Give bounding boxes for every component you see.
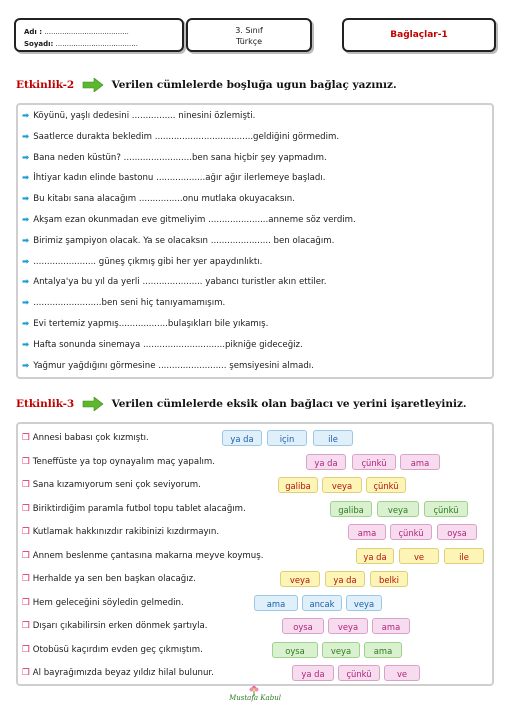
blue-arrow-bullet-icon: ➡	[22, 235, 30, 246]
pink-checkbox-bullet-icon: ❒	[22, 644, 30, 655]
fill-blank-sentence[interactable]	[22, 193, 295, 205]
blue-arrow-bullet-icon: ➡	[22, 360, 30, 371]
blue-arrow-bullet-icon: ➡	[22, 298, 30, 309]
conjunction-option[interactable]: belki	[370, 571, 408, 587]
pink-checkbox-bullet-icon: ❒	[22, 503, 30, 514]
sentence-text: Evi tertemiz yapmış..................bulaşıkları bile yıkamış.	[33, 319, 269, 329]
sentence-text: Annesi babası çok kızmıştı.	[32, 433, 149, 443]
pink-checkbox-bullet-icon: ❒	[22, 550, 30, 561]
conjunction-sentence	[22, 642, 203, 658]
conjunction-sentence	[22, 477, 201, 493]
conjunction-option[interactable]: ile	[313, 430, 353, 446]
conjunction-option[interactable]: için	[267, 430, 307, 446]
sentence-text: Akşam ezan okunmadan eve gitmeliyim ......................anneme söz verdim.	[33, 215, 356, 225]
conjunction-option[interactable]: çünkü	[390, 524, 432, 540]
conjunction-option[interactable]: oysa	[272, 642, 318, 658]
conjunction-sentence	[22, 501, 246, 517]
sentence-text: Hem geleceğini söyledin gelmedin.	[32, 597, 184, 608]
activity2-instruction: Verilen cümlelerde boşluğa ugun bağlaç yazınız.	[111, 79, 397, 91]
green-arrow-right-icon	[82, 397, 104, 411]
sentence-text: Antalya'ya bu yıl da yerli ...................... yabancı turistler akın ettiler.	[33, 277, 327, 288]
subject-label: Türkçe	[235, 37, 263, 46]
conjunction-option[interactable]: çünkü	[338, 665, 380, 681]
conjunction-option[interactable]: ve	[384, 665, 420, 681]
sentence-text: Biriktirdiğim paramla futbol topu tablet alacağım.	[32, 503, 246, 514]
fill-blank-sentence[interactable]	[22, 235, 334, 247]
conjunction-option[interactable]: veya	[377, 501, 419, 517]
grade-subject-box	[186, 18, 312, 52]
pink-checkbox-bullet-icon: ❒	[22, 621, 30, 631]
conjunction-option[interactable]: galiba	[278, 477, 318, 493]
blue-arrow-bullet-icon: ➡	[22, 215, 30, 225]
conjunction-sentence	[22, 665, 214, 681]
grade-label: 3. Sınıf	[235, 26, 263, 35]
sentence-text: Herhalde ya sen ben başkan olacağız.	[32, 574, 196, 584]
conjunction-option[interactable]: ama	[254, 595, 298, 611]
fill-blank-sentence[interactable]	[22, 152, 327, 164]
blue-arrow-bullet-icon: ➡	[22, 194, 30, 205]
conjunction-option[interactable]: ya da	[356, 548, 394, 564]
conjunction-option[interactable]: ya da	[222, 430, 262, 446]
sentence-text: Saatlerce durakta bekledim ....................................geldiğini görmedim.	[33, 131, 340, 142]
fill-blank-sentence[interactable]	[22, 110, 255, 122]
conjunction-option[interactable]: çünkü	[366, 477, 406, 493]
conjunction-option[interactable]: ile	[444, 548, 484, 564]
conjunction-option[interactable]: çünkü	[352, 454, 396, 470]
conjunction-option[interactable]: veya	[280, 571, 320, 587]
sentence-text: Yağmur yağdığını görmesine ......................... şemsiyesini almadı.	[33, 360, 314, 371]
blue-arrow-bullet-icon: ➡	[22, 256, 30, 267]
fill-blank-sentence[interactable]	[22, 256, 262, 268]
fill-blank-sentence[interactable]	[22, 360, 314, 372]
blue-arrow-bullet-icon: ➡	[22, 277, 30, 288]
green-arrow-right-icon	[82, 78, 104, 92]
sentence-text: Bana neden küstün? .........................ben sana hiçbir şey yapmadım.	[33, 152, 327, 163]
conjunction-option[interactable]: veya	[322, 642, 360, 658]
pink-checkbox-bullet-icon: ❒	[22, 480, 30, 490]
pink-checkbox-bullet-icon: ❒	[22, 527, 30, 537]
sentence-text: Otobüsü kaçırdım evden geç çıkmıştım.	[32, 644, 203, 655]
conjunction-option[interactable]: galiba	[330, 501, 372, 517]
fill-blank-sentence[interactable]	[22, 339, 303, 351]
conjunction-option[interactable]: ama	[372, 618, 410, 634]
topic-box	[342, 18, 496, 52]
sentence-text: .........................ben seni hiç tanıyamamışım.	[33, 298, 226, 309]
blue-arrow-bullet-icon: ➡	[22, 339, 30, 350]
student-info-box	[14, 18, 184, 52]
topic-title: Bağlaçlar-1	[390, 30, 448, 40]
fill-blank-sentence[interactable]	[22, 318, 268, 330]
conjunction-option[interactable]: ama	[364, 642, 402, 658]
sentence-text: Hafta sonunda sinemaya ..............................pikniğe gideceğiz.	[33, 339, 303, 350]
blue-arrow-bullet-icon: ➡	[22, 152, 30, 163]
blue-arrow-bullet-icon: ➡	[22, 131, 30, 142]
conjunction-sentence	[22, 524, 219, 540]
conjunction-option[interactable]: veya	[322, 477, 362, 493]
conjunction-sentence	[22, 548, 263, 564]
conjunction-option[interactable]: çünkü	[424, 501, 468, 517]
conjunction-option[interactable]: veya	[328, 618, 368, 634]
conjunction-option[interactable]: ve	[399, 548, 439, 564]
pink-checkbox-bullet-icon: ❒	[22, 456, 30, 467]
name-field[interactable]: ......................................	[44, 28, 129, 36]
pink-checkbox-bullet-icon: ❒	[22, 668, 30, 678]
surname-label: Soyadı:	[24, 40, 54, 48]
pink-checkbox-bullet-icon: ❒	[22, 574, 30, 584]
fill-blank-sentence[interactable]	[22, 297, 225, 309]
sentence-text: İhtiyar kadın elinde bastonu ..................ağır ağır ilerlemeye başladı.	[33, 173, 326, 184]
author-signature: Mustafa Kabul	[229, 694, 281, 702]
activity3-title	[16, 397, 467, 411]
activity3-instruction: Verilen cümlelerde eksik olan bağlacı ve yerini işaretleyiniz.	[111, 398, 467, 410]
sentence-text: Sana kızamıyorum seni çok seviyorum.	[32, 480, 201, 490]
conjunction-option[interactable]: ya da	[292, 665, 334, 681]
conjunction-option[interactable]: ancak	[302, 595, 342, 611]
sentence-text: Köyünü, yaşlı dedesini ................ ninesini özlemişti.	[33, 111, 256, 121]
sentence-text: Dışarı çıkabilirsin erken dönmek şartıyla.	[32, 621, 208, 631]
activity2-label: Etkinlik-2	[16, 79, 75, 91]
conjunction-option[interactable]: ya da	[306, 454, 346, 470]
blue-arrow-bullet-icon: ➡	[22, 173, 30, 184]
sentence-text: Kutlamak hakkınızdır rakibinizi kızdırmayın.	[32, 527, 220, 537]
sentence-text: ....................... güneş çıkmış gibi her yer apaydınlıktı.	[33, 256, 263, 267]
conjunction-option[interactable]: ama	[348, 524, 386, 540]
pink-checkbox-bullet-icon: ❒	[22, 433, 30, 443]
conjunction-sentence	[22, 618, 208, 634]
pink-checkbox-bullet-icon: ❒	[22, 597, 30, 608]
name-label: Adı :	[24, 28, 43, 36]
activity3-label: Etkinlik-3	[16, 398, 75, 410]
conjunction-option[interactable]: oysa	[282, 618, 324, 634]
blue-arrow-bullet-icon: ➡	[22, 319, 30, 329]
fill-blank-sentence[interactable]	[22, 172, 325, 184]
sentence-text: Bu kitabı sana alacağım ................onu mutlaka okuyacaksın.	[33, 194, 295, 205]
fill-blank-sentence[interactable]	[22, 276, 327, 288]
blue-arrow-bullet-icon: ➡	[22, 111, 30, 121]
conjunction-sentence	[22, 595, 184, 611]
activity2-title	[16, 78, 397, 92]
sentence-text: Annem beslenme çantasına makarna meyve koymuş.	[32, 550, 264, 561]
conjunction-option[interactable]: oysa	[437, 524, 477, 540]
conjunction-sentence	[22, 430, 149, 446]
surname-field[interactable]: .....................................	[55, 40, 138, 48]
fill-blank-sentence[interactable]	[22, 131, 339, 143]
conjunction-sentence	[22, 454, 215, 470]
conjunction-option[interactable]: ama	[400, 454, 440, 470]
sentence-text: Birimiz şampiyon olacak. Ya se olacaksın ...................... ben olacağım.	[33, 235, 335, 246]
conjunction-option[interactable]: ya da	[325, 571, 365, 587]
sentence-text: Teneffüste ya top oynayalım maç yapalım.	[32, 456, 215, 467]
conjunction-option[interactable]: veya	[346, 595, 382, 611]
conjunction-sentence	[22, 571, 196, 587]
sentence-text: Al bayrağımızda beyaz yıldız hilal bulunur.	[32, 668, 214, 678]
fill-blank-sentence[interactable]	[22, 214, 356, 226]
